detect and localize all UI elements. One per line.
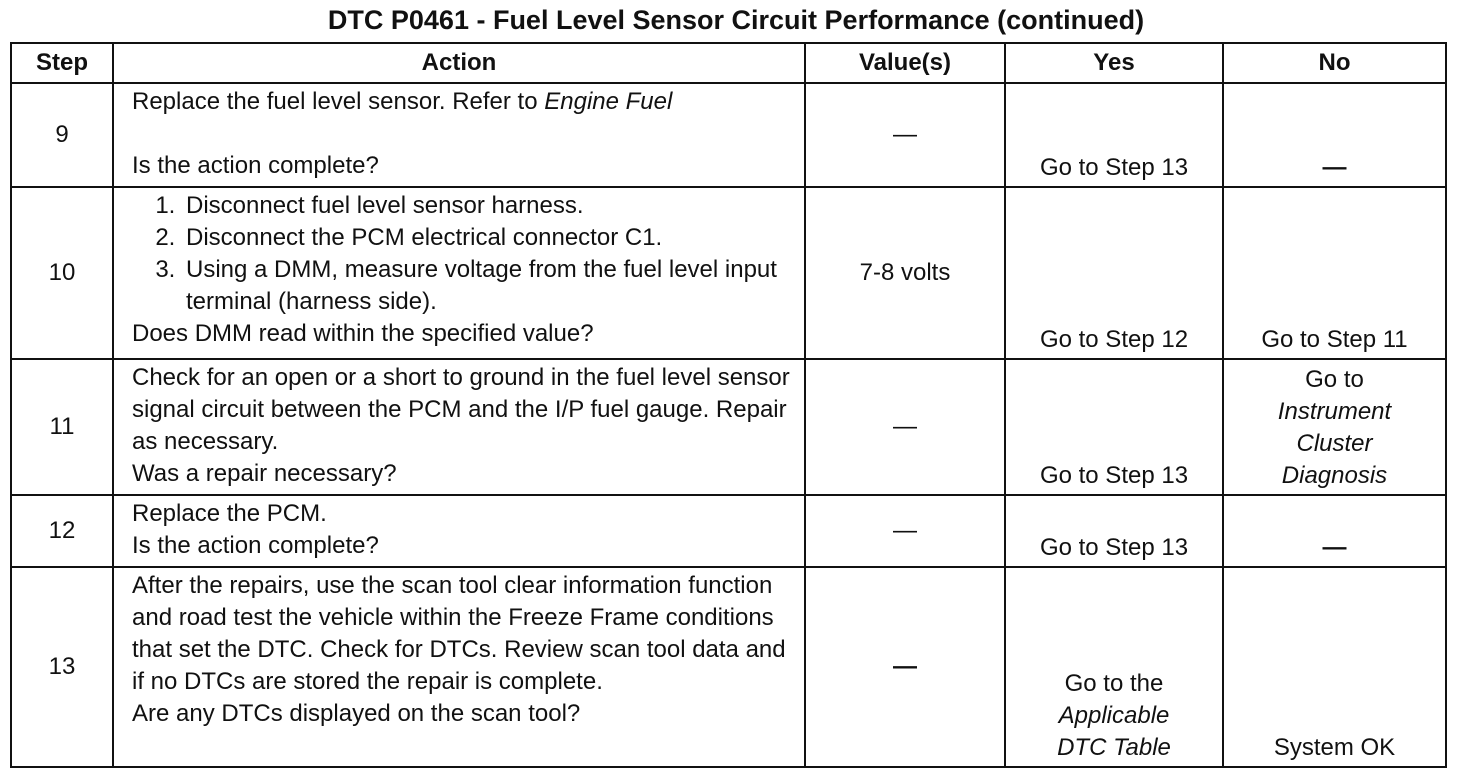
action-question: Is the action complete? — [132, 152, 379, 179]
value-cell: — — [805, 495, 1005, 567]
no-cell — [1223, 359, 1446, 495]
dtc-diagnostic-table — [10, 42, 1447, 768]
no-cell: Go to Step 11 — [1223, 187, 1446, 359]
yes-cell: Go to Step 12 — [1005, 187, 1223, 359]
table-header-row — [11, 43, 1446, 83]
value-cell: — — [805, 83, 1005, 187]
value-cell: 7-8 volts — [805, 187, 1005, 359]
action-cell — [113, 187, 805, 359]
value-cell: — — [805, 567, 1005, 767]
step-number: 13 — [11, 567, 113, 767]
yes-prefix: Go to the — [1064, 670, 1164, 697]
action-text: After the repairs, use the scan tool clear information function and road test the vehicle within the Freeze Frame conditions that set the DTC. Check for DTCs. Review scan tool data and if no DTCs are stored the repair is complete. — [132, 572, 786, 695]
no-cell: — — [1223, 495, 1446, 567]
step-number: 12 — [11, 495, 113, 567]
action-text: Replace the fuel level sensor. Refer to — [132, 88, 545, 115]
step-number: 9 — [11, 83, 113, 187]
no-cell: System OK — [1223, 567, 1446, 767]
header-step: Step — [11, 43, 113, 83]
action-question: Are any DTCs displayed on the scan tool? — [132, 700, 581, 727]
yes-cell: Go to Step 13 — [1005, 359, 1223, 495]
table-row — [11, 495, 1446, 567]
page-title: DTC P0461 - Fuel Level Sensor Circuit Performance (continued) — [327, 5, 1145, 35]
step-number: 11 — [11, 359, 113, 495]
action-question: Is the action complete? — [132, 532, 379, 559]
action-steps-list — [132, 190, 796, 318]
action-cell — [113, 567, 805, 767]
table-row — [11, 83, 1446, 187]
table-row — [11, 567, 1446, 767]
no-cell: — — [1223, 83, 1446, 187]
header-values: Value(s) — [805, 43, 1005, 83]
action-question: Does DMM read within the specified value? — [132, 320, 594, 347]
table-row — [11, 187, 1446, 359]
list-item: 3. Using a DMM, measure voltage from the fuel level input terminal (harness side). — [182, 254, 796, 318]
action-cell — [113, 83, 805, 187]
yes-cell — [1005, 567, 1223, 767]
no-reference: Instrument Cluster Diagnosis — [1277, 398, 1392, 489]
action-cell — [113, 359, 805, 495]
action-cell — [113, 495, 805, 567]
step-number: 10 — [11, 187, 113, 359]
table-row — [11, 359, 1446, 495]
yes-cell: Go to Step 13 — [1005, 495, 1223, 567]
list-item: 2. Disconnect the PCM electrical connector C1. — [182, 222, 796, 254]
list-item: 1. Disconnect fuel level sensor harness. — [182, 190, 796, 222]
action-reference: Engine Fuel — [544, 88, 673, 115]
yes-reference: Applicable DTC Table — [1057, 702, 1171, 761]
header-yes: Yes — [1005, 43, 1223, 83]
header-action: Action — [113, 43, 805, 83]
value-cell: — — [805, 359, 1005, 495]
action-text: Replace the PCM. — [132, 500, 327, 527]
yes-cell: Go to Step 13 — [1005, 83, 1223, 187]
no-prefix: Go to — [1305, 366, 1364, 393]
action-text: Check for an open or a short to ground in the fuel level sensor signal circuit between the PCM and the I/P fuel gauge. Repair as necessary. — [132, 364, 790, 455]
header-no: No — [1223, 43, 1446, 83]
action-question: Was a repair necessary? — [132, 460, 397, 487]
